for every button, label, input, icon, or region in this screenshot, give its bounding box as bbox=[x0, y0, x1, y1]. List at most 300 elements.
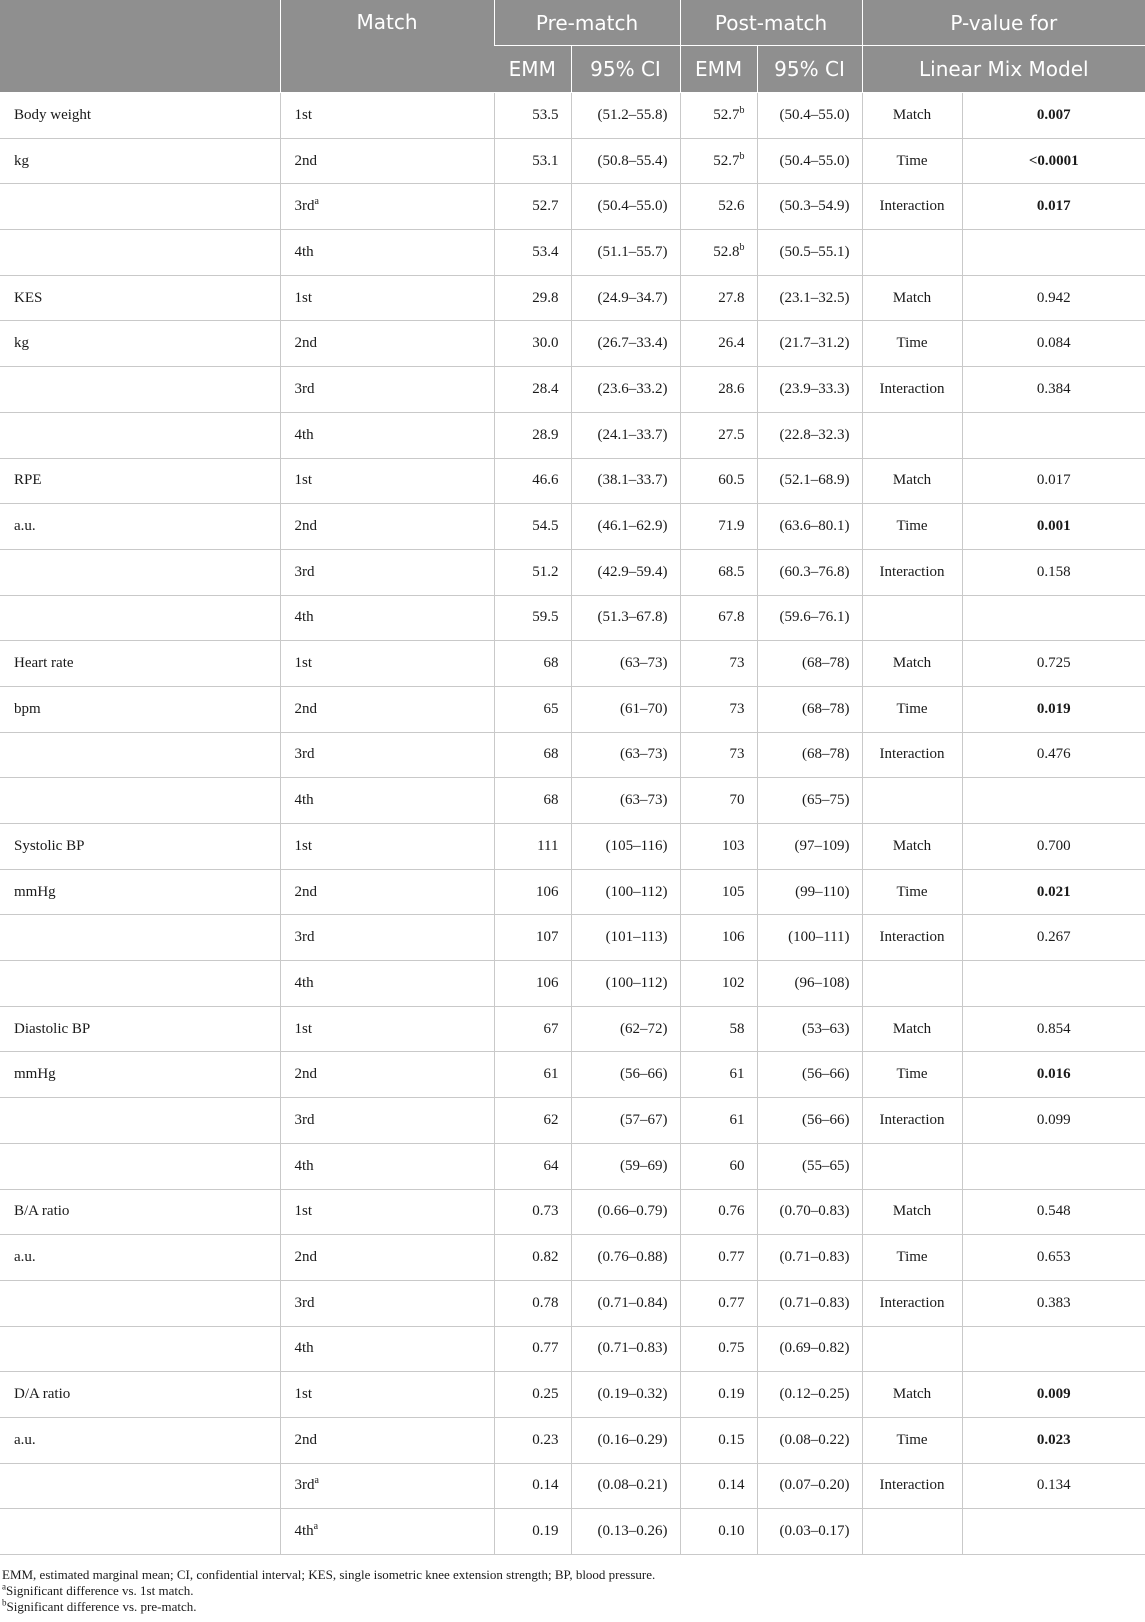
cell-post-ci bbox=[757, 1189, 862, 1235]
cell-match bbox=[280, 1463, 494, 1509]
cell-variable-text: a.u. bbox=[14, 1431, 36, 1448]
cell-pre-ci bbox=[571, 1372, 680, 1418]
cell-pre-emm bbox=[494, 458, 571, 504]
footnotes bbox=[0, 1555, 1145, 1615]
cell-p-value bbox=[962, 641, 1145, 687]
cell-p-value bbox=[962, 504, 1145, 550]
cell-pre-ci bbox=[571, 1463, 680, 1509]
footnote-marker: b bbox=[739, 104, 745, 116]
cell-post-emm bbox=[680, 686, 757, 732]
cell-pre-emm-text: 107 bbox=[536, 929, 559, 946]
cell-variable bbox=[0, 1052, 280, 1098]
cell-pre-emm-text: 59.5 bbox=[532, 609, 559, 626]
table-row bbox=[0, 93, 1145, 139]
cell-post-emm bbox=[680, 1463, 757, 1509]
cell-post-emm bbox=[680, 1326, 757, 1372]
cell-p-value-text: 0.017 bbox=[1036, 472, 1071, 489]
cell-post-emm bbox=[680, 230, 757, 276]
cell-p-value-text: 0.009 bbox=[1036, 1386, 1071, 1403]
cell-post-ci-text: (65–75) bbox=[802, 792, 850, 809]
cell-pre-ci-text: (0.76–0.88) bbox=[597, 1249, 668, 1266]
header-pre-emm: EMM bbox=[494, 46, 571, 93]
cell-p-label-text: Interaction bbox=[879, 198, 945, 215]
cell-match bbox=[280, 1326, 494, 1372]
cell-p-label-text: Interaction bbox=[879, 1294, 945, 1311]
cell-variable bbox=[0, 869, 280, 915]
cell-variable bbox=[0, 367, 280, 413]
cell-p-label bbox=[862, 1417, 962, 1463]
cell-post-emm bbox=[680, 732, 757, 778]
cell-pre-ci bbox=[571, 321, 680, 367]
cell-post-ci bbox=[757, 1098, 862, 1144]
cell-p-label bbox=[862, 1006, 962, 1052]
table-header bbox=[0, 0, 1145, 93]
footnote-b bbox=[2, 1599, 1145, 1615]
cell-match-text: 1st bbox=[294, 289, 313, 306]
cell-post-ci-text: (0.71–0.83) bbox=[779, 1294, 850, 1311]
cell-pre-emm bbox=[494, 184, 571, 230]
cell-pre-ci-text: (24.1–33.7) bbox=[597, 426, 668, 443]
cell-p-value bbox=[962, 1372, 1145, 1418]
cell-variable bbox=[0, 1417, 280, 1463]
cell-post-ci-text: (100–111) bbox=[788, 929, 850, 946]
cell-post-ci-text: (99–110) bbox=[795, 883, 850, 900]
cell-post-emm-text: 0.10 bbox=[718, 1523, 745, 1540]
footnote-a bbox=[2, 1583, 1145, 1599]
cell-post-ci-text: (63.6–80.1) bbox=[779, 518, 850, 535]
cell-post-emm-text: 60.5 bbox=[718, 472, 745, 489]
cell-pre-emm-text: 28.9 bbox=[532, 426, 559, 443]
cell-variable-text: Diastolic BP bbox=[14, 1020, 91, 1037]
cell-p-label-text: Time bbox=[896, 1249, 928, 1266]
cell-match-text: 2nd bbox=[294, 335, 317, 352]
cell-pre-ci bbox=[571, 595, 680, 641]
cell-p-value-text: 0.084 bbox=[1036, 335, 1071, 352]
cell-pre-emm-text: 53.1 bbox=[532, 152, 559, 169]
cell-pre-emm bbox=[494, 93, 571, 139]
cell-pre-ci bbox=[571, 778, 680, 824]
cell-post-emm bbox=[680, 1098, 757, 1144]
cell-pre-emm bbox=[494, 230, 571, 276]
cell-pre-emm-text: 64 bbox=[543, 1157, 559, 1174]
cell-pre-emm-text: 28.4 bbox=[532, 380, 559, 397]
cell-pre-emm-text: 0.14 bbox=[532, 1477, 559, 1494]
cell-match-text: 3rd bbox=[294, 380, 315, 397]
cell-variable bbox=[0, 915, 280, 961]
cell-p-label-text: Match bbox=[892, 289, 932, 306]
cell-post-emm bbox=[680, 1235, 757, 1281]
cell-pre-ci bbox=[571, 1417, 680, 1463]
cell-p-value bbox=[962, 732, 1145, 778]
cell-pre-emm-text: 0.25 bbox=[532, 1386, 559, 1403]
cell-post-emm-text: 28.6 bbox=[718, 380, 745, 397]
cell-p-label-text: Interaction bbox=[879, 563, 945, 580]
cell-match bbox=[280, 1417, 494, 1463]
cell-pre-ci bbox=[571, 275, 680, 321]
cell-pre-ci bbox=[571, 732, 680, 778]
cell-p-label bbox=[862, 184, 962, 230]
cell-post-emm-text: 105 bbox=[722, 883, 745, 900]
cell-match-text: 2nd bbox=[294, 700, 317, 717]
cell-match-text: 4th bbox=[294, 1340, 314, 1357]
cell-match bbox=[280, 778, 494, 824]
cell-p-label bbox=[862, 778, 962, 824]
cell-post-emm bbox=[680, 869, 757, 915]
table-row bbox=[0, 275, 1145, 321]
cell-p-value bbox=[962, 184, 1145, 230]
cell-p-label-text: Time bbox=[896, 335, 928, 352]
cell-post-ci-text: (56–66) bbox=[802, 1066, 850, 1083]
table-row bbox=[0, 504, 1145, 550]
cell-pre-ci bbox=[571, 641, 680, 687]
cell-pre-emm-text: 29.8 bbox=[532, 289, 559, 306]
cell-p-label-text: Match bbox=[892, 1386, 932, 1403]
cell-post-emm-text: 61 bbox=[729, 1066, 745, 1083]
cell-p-label-text: Time bbox=[896, 700, 928, 717]
cell-variable-text: mmHg bbox=[14, 1066, 56, 1083]
cell-pre-ci-text: (56–66) bbox=[620, 1066, 668, 1083]
cell-pre-ci bbox=[571, 230, 680, 276]
cell-match-text: 3rd bbox=[294, 746, 315, 763]
cell-p-label-text: Match bbox=[892, 655, 932, 672]
cell-post-emm bbox=[680, 915, 757, 961]
cell-post-emm-text: 70 bbox=[729, 792, 745, 809]
cell-p-value bbox=[962, 321, 1145, 367]
cell-pre-emm-text: 65 bbox=[543, 700, 559, 717]
cell-match bbox=[280, 1509, 494, 1555]
footnote-marker: a bbox=[313, 1521, 319, 1533]
cell-pre-emm bbox=[494, 869, 571, 915]
cell-post-emm-text: 68.5 bbox=[718, 563, 745, 580]
cell-post-ci-text: (96–108) bbox=[794, 974, 850, 991]
cell-post-ci-text: (50.3–54.9) bbox=[779, 198, 850, 215]
cell-p-value bbox=[962, 961, 1145, 1007]
cell-pre-emm bbox=[494, 1143, 571, 1189]
cell-match-text: 4th bbox=[294, 792, 314, 809]
table-row bbox=[0, 1052, 1145, 1098]
cell-post-emm bbox=[680, 138, 757, 184]
cell-post-ci bbox=[757, 412, 862, 458]
cell-p-label bbox=[862, 230, 962, 276]
cell-pre-emm bbox=[494, 549, 571, 595]
cell-post-emm bbox=[680, 641, 757, 687]
cell-pre-ci bbox=[571, 549, 680, 595]
cell-post-ci-text: (53–63) bbox=[802, 1020, 850, 1037]
cell-pre-ci-text: (61–70) bbox=[620, 700, 668, 717]
cell-match bbox=[280, 1280, 494, 1326]
cell-pre-ci bbox=[571, 1052, 680, 1098]
cell-post-ci bbox=[757, 1006, 862, 1052]
cell-pre-ci bbox=[571, 504, 680, 550]
cell-match bbox=[280, 367, 494, 413]
cell-post-emm bbox=[680, 458, 757, 504]
cell-pre-emm bbox=[494, 275, 571, 321]
header-pre-ci: 95% CI bbox=[571, 46, 680, 93]
cell-match-text: 1st bbox=[294, 1020, 313, 1037]
cell-p-value bbox=[962, 1235, 1145, 1281]
cell-pre-ci bbox=[571, 93, 680, 139]
cell-p-label-text: Time bbox=[896, 1431, 928, 1448]
cell-p-value-text: 0.653 bbox=[1036, 1249, 1071, 1266]
cell-variable-text: B/A ratio bbox=[14, 1203, 70, 1220]
cell-p-value-text: 0.099 bbox=[1036, 1111, 1071, 1128]
cell-pre-emm bbox=[494, 321, 571, 367]
cell-p-label-text: Match bbox=[892, 1020, 932, 1037]
cell-variable bbox=[0, 230, 280, 276]
cell-pre-ci-text: (63–73) bbox=[620, 655, 668, 672]
cell-post-ci-text: (23.9–33.3) bbox=[779, 380, 850, 397]
cell-post-ci-text: (23.1–32.5) bbox=[779, 289, 850, 306]
footnote-b-text: Significant difference vs. pre-match. bbox=[6, 1599, 197, 1614]
cell-variable bbox=[0, 412, 280, 458]
cell-pre-emm bbox=[494, 1052, 571, 1098]
cell-variable-text: a.u. bbox=[14, 518, 36, 535]
cell-p-label bbox=[862, 824, 962, 870]
cell-pre-ci bbox=[571, 1098, 680, 1144]
cell-pre-ci-text: (0.19–0.32) bbox=[597, 1386, 668, 1403]
cell-variable-text: kg bbox=[14, 335, 29, 352]
cell-match-text: 4th bbox=[294, 609, 314, 626]
cell-post-ci-text: (60.3–76.8) bbox=[779, 563, 850, 580]
cell-post-ci-text: (0.12–0.25) bbox=[779, 1386, 850, 1403]
cell-pre-emm-text: 106 bbox=[536, 883, 559, 900]
cell-match-text: 1st bbox=[294, 837, 313, 854]
cell-pre-ci-text: (63–73) bbox=[620, 746, 668, 763]
cell-match bbox=[280, 275, 494, 321]
cell-p-value-text: 0.267 bbox=[1036, 929, 1071, 946]
cell-post-emm-text: 103 bbox=[722, 837, 745, 854]
cell-pre-ci-text: (0.66–0.79) bbox=[597, 1203, 668, 1220]
cell-p-label-text: Match bbox=[892, 837, 932, 854]
header-post-match: Post-match bbox=[680, 0, 862, 46]
cell-p-label bbox=[862, 367, 962, 413]
cell-match bbox=[280, 1235, 494, 1281]
cell-match bbox=[280, 412, 494, 458]
table-row bbox=[0, 595, 1145, 641]
table-row bbox=[0, 961, 1145, 1007]
cell-pre-emm bbox=[494, 1098, 571, 1144]
cell-variable bbox=[0, 1372, 280, 1418]
cell-post-ci-text: (55–65) bbox=[802, 1157, 850, 1174]
cell-pre-ci-text: (0.08–0.21) bbox=[597, 1477, 668, 1494]
cell-pre-emm bbox=[494, 915, 571, 961]
cell-pre-ci bbox=[571, 1509, 680, 1555]
cell-pre-emm-text: 53.5 bbox=[532, 106, 559, 123]
cell-match bbox=[280, 641, 494, 687]
cell-match bbox=[280, 1372, 494, 1418]
cell-post-ci-text: (0.08–0.22) bbox=[779, 1431, 850, 1448]
cell-p-value bbox=[962, 549, 1145, 595]
cell-variable-text: Systolic BP bbox=[14, 837, 85, 854]
cell-match-text: 3rd bbox=[294, 1294, 315, 1311]
cell-pre-ci-text: (0.71–0.84) bbox=[597, 1294, 668, 1311]
cell-post-emm-text: 0.75 bbox=[718, 1340, 745, 1357]
cell-post-ci-text: (0.03–0.17) bbox=[779, 1523, 850, 1540]
table-row bbox=[0, 824, 1145, 870]
cell-pre-ci bbox=[571, 1280, 680, 1326]
cell-p-value bbox=[962, 275, 1145, 321]
cell-match-text: 4th bbox=[294, 1523, 314, 1540]
cell-p-value bbox=[962, 138, 1145, 184]
cell-pre-emm-text: 68 bbox=[543, 792, 559, 809]
cell-variable-text: mmHg bbox=[14, 883, 56, 900]
cell-match bbox=[280, 93, 494, 139]
cell-variable bbox=[0, 184, 280, 230]
cell-pre-emm-text: 68 bbox=[543, 746, 559, 763]
table-row bbox=[0, 686, 1145, 732]
cell-pre-ci bbox=[571, 824, 680, 870]
cell-post-ci bbox=[757, 824, 862, 870]
cell-match-text: 2nd bbox=[294, 1431, 317, 1448]
cell-variable-text: Body weight bbox=[14, 106, 92, 123]
cell-pre-emm-text: 0.78 bbox=[532, 1294, 559, 1311]
cell-post-ci bbox=[757, 732, 862, 778]
cell-post-ci bbox=[757, 1052, 862, 1098]
cell-post-ci bbox=[757, 184, 862, 230]
header-pre-match: Pre-match bbox=[494, 0, 680, 46]
cell-post-emm bbox=[680, 1417, 757, 1463]
table-row bbox=[0, 549, 1145, 595]
table-row bbox=[0, 1235, 1145, 1281]
cell-post-emm bbox=[680, 275, 757, 321]
cell-post-ci bbox=[757, 1417, 862, 1463]
cell-variable bbox=[0, 1098, 280, 1144]
cell-post-emm-text: 0.14 bbox=[718, 1477, 745, 1494]
cell-variable bbox=[0, 1189, 280, 1235]
cell-pre-ci bbox=[571, 869, 680, 915]
cell-post-emm bbox=[680, 412, 757, 458]
cell-p-label-text: Match bbox=[892, 106, 932, 123]
cell-post-emm bbox=[680, 1280, 757, 1326]
cell-variable bbox=[0, 641, 280, 687]
table-row bbox=[0, 458, 1145, 504]
table-row bbox=[0, 138, 1145, 184]
cell-pre-ci-text: (100–112) bbox=[605, 883, 668, 900]
cell-post-emm bbox=[680, 367, 757, 413]
footnote-marker: a bbox=[314, 1475, 319, 1487]
header-post-emm: EMM bbox=[680, 46, 757, 93]
cell-pre-emm bbox=[494, 367, 571, 413]
cell-match bbox=[280, 1189, 494, 1235]
cell-post-emm bbox=[680, 549, 757, 595]
cell-variable-text: bpm bbox=[14, 700, 41, 717]
cell-pre-ci-text: (63–73) bbox=[620, 792, 668, 809]
table-row bbox=[0, 1280, 1145, 1326]
table-row bbox=[0, 732, 1145, 778]
cell-post-emm-text: 0.19 bbox=[718, 1386, 745, 1403]
table-row bbox=[0, 184, 1145, 230]
header-linear-mix-model: Linear Mix Model bbox=[862, 46, 1145, 93]
cell-variable bbox=[0, 961, 280, 1007]
cell-post-emm bbox=[680, 1052, 757, 1098]
cell-pre-emm-text: 106 bbox=[536, 974, 559, 991]
cell-match-text: 1st bbox=[294, 106, 313, 123]
cell-match-text: 3rd bbox=[294, 1477, 315, 1494]
cell-post-ci bbox=[757, 504, 862, 550]
cell-pre-ci-text: (101–113) bbox=[605, 929, 668, 946]
cell-variable-text: D/A ratio bbox=[14, 1386, 71, 1403]
cell-p-label bbox=[862, 138, 962, 184]
table-row bbox=[0, 412, 1145, 458]
cell-p-label-text: Interaction bbox=[879, 929, 945, 946]
cell-match bbox=[280, 321, 494, 367]
cell-p-value bbox=[962, 1463, 1145, 1509]
cell-variable bbox=[0, 458, 280, 504]
cell-pre-ci-text: (24.9–34.7) bbox=[597, 289, 668, 306]
cell-p-value-text: 0.134 bbox=[1036, 1477, 1071, 1494]
cell-variable bbox=[0, 778, 280, 824]
cell-variable-text: kg bbox=[14, 152, 29, 169]
cell-variable bbox=[0, 1509, 280, 1555]
cell-pre-emm-text: 62 bbox=[543, 1111, 559, 1128]
cell-pre-emm bbox=[494, 1235, 571, 1281]
cell-p-label-text: Time bbox=[896, 152, 928, 169]
cell-p-value-text: 0.548 bbox=[1036, 1203, 1071, 1220]
cell-match bbox=[280, 824, 494, 870]
cell-variable bbox=[0, 824, 280, 870]
cell-pre-ci-text: (62–72) bbox=[620, 1020, 668, 1037]
cell-pre-emm bbox=[494, 1509, 571, 1555]
cell-p-value bbox=[962, 915, 1145, 961]
cell-post-emm-text: 0.15 bbox=[718, 1431, 745, 1448]
cell-pre-ci bbox=[571, 458, 680, 504]
cell-p-label-text: Match bbox=[892, 1203, 932, 1220]
cell-p-label bbox=[862, 321, 962, 367]
cell-p-value-text: 0.942 bbox=[1036, 289, 1071, 306]
cell-pre-emm-text: 0.19 bbox=[532, 1523, 559, 1540]
cell-post-emm bbox=[680, 824, 757, 870]
cell-pre-ci-text: (57–67) bbox=[620, 1111, 668, 1128]
cell-pre-ci-text: (100–112) bbox=[605, 974, 668, 991]
cell-pre-emm-text: 0.82 bbox=[532, 1249, 559, 1266]
header-variable bbox=[0, 0, 280, 93]
cell-post-emm-text: 0.76 bbox=[718, 1203, 745, 1220]
cell-variable-text: RPE bbox=[14, 472, 42, 489]
cell-post-emm-text: 60 bbox=[729, 1157, 745, 1174]
cell-pre-emm bbox=[494, 1417, 571, 1463]
cell-pre-emm bbox=[494, 138, 571, 184]
table-row bbox=[0, 641, 1145, 687]
cell-match bbox=[280, 961, 494, 1007]
cell-match bbox=[280, 458, 494, 504]
cell-variable-text: KES bbox=[14, 289, 43, 306]
cell-p-value bbox=[962, 1509, 1145, 1555]
cell-post-ci-text: (0.69–0.82) bbox=[779, 1340, 850, 1357]
cell-match bbox=[280, 549, 494, 595]
cell-p-label-text: Interaction bbox=[879, 1477, 945, 1494]
cell-pre-ci-text: (51.3–67.8) bbox=[597, 609, 668, 626]
cell-pre-emm bbox=[494, 641, 571, 687]
footnote-marker: b bbox=[739, 241, 745, 253]
cell-p-label bbox=[862, 869, 962, 915]
cell-variable bbox=[0, 732, 280, 778]
cell-pre-emm bbox=[494, 412, 571, 458]
cell-post-ci bbox=[757, 641, 862, 687]
header-pvalue: P-value for bbox=[862, 0, 1145, 46]
cell-post-emm-text: 67.8 bbox=[718, 609, 745, 626]
cell-p-label bbox=[862, 1189, 962, 1235]
footnote-marker: b bbox=[739, 150, 745, 162]
cell-pre-ci-text: (50.8–55.4) bbox=[597, 152, 668, 169]
cell-post-ci-text: (50.4–55.0) bbox=[779, 152, 850, 169]
cell-match bbox=[280, 230, 494, 276]
cell-match bbox=[280, 184, 494, 230]
table-row bbox=[0, 1372, 1145, 1418]
cell-post-emm-text: 52.8 bbox=[713, 243, 740, 260]
cell-match bbox=[280, 686, 494, 732]
cell-pre-ci-text: (0.13–0.26) bbox=[597, 1523, 668, 1540]
cell-variable bbox=[0, 1463, 280, 1509]
